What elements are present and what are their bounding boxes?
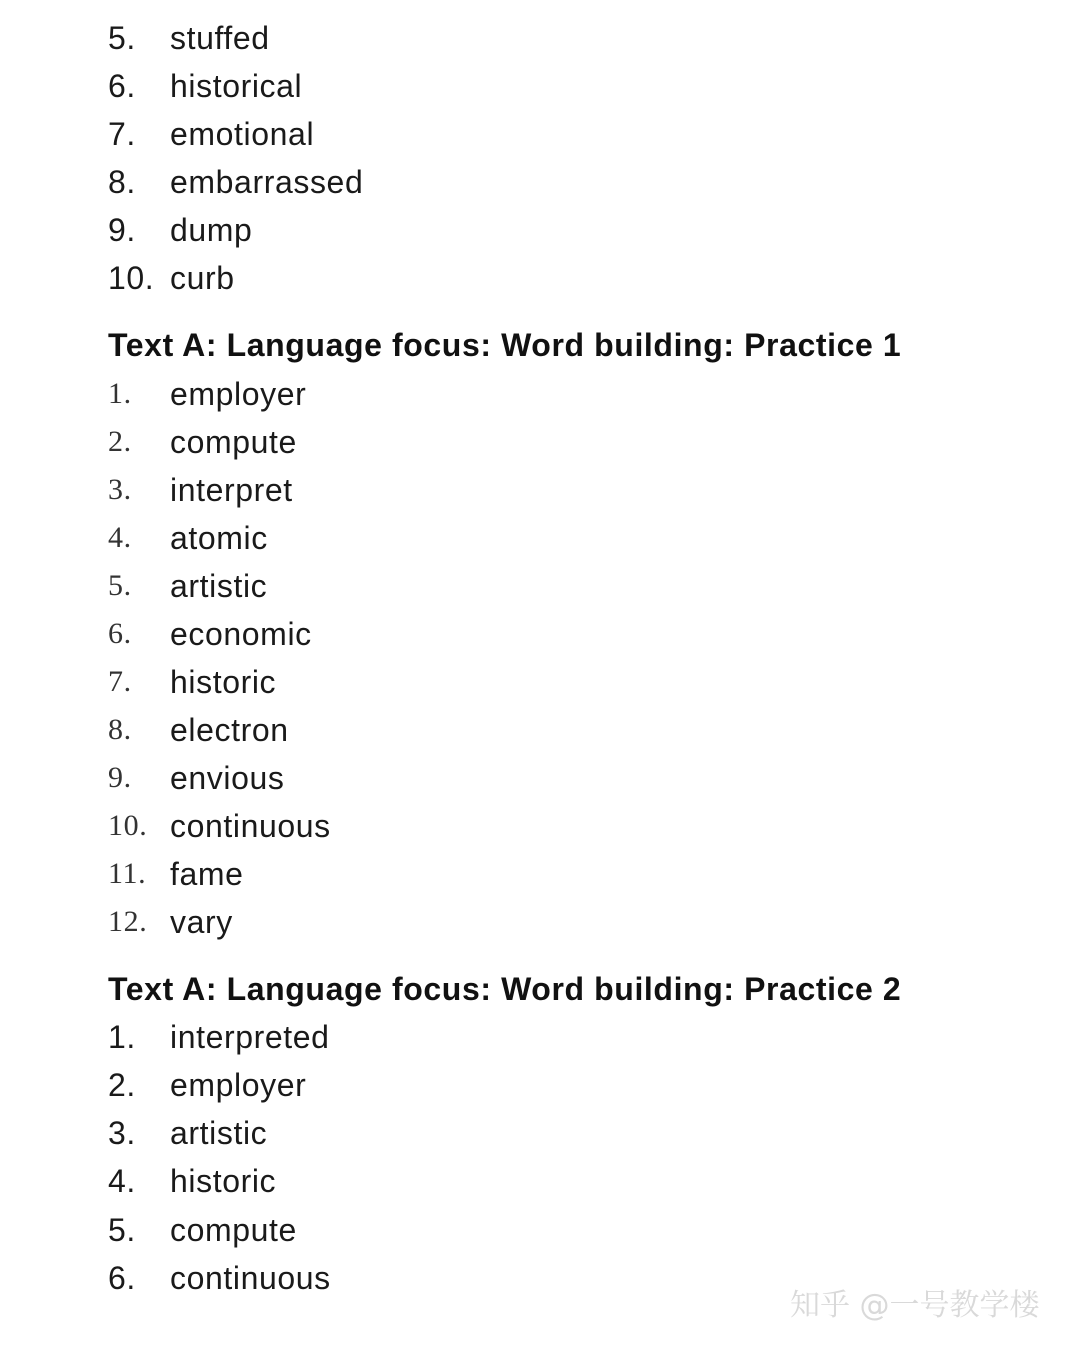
item-word: compute <box>170 424 297 460</box>
item-word: emotional <box>170 116 315 152</box>
item-number: 7. <box>108 116 136 152</box>
item-word: stuffed <box>170 20 270 56</box>
section-heading: Text A: Language focus: Word building: Practice 1 <box>108 327 902 363</box>
item-word: continuous <box>170 808 331 844</box>
item-word: atomic <box>170 520 268 556</box>
item-word: vary <box>170 904 233 940</box>
item-word: historic <box>170 664 277 700</box>
item-number: 6. <box>108 617 132 650</box>
item-number: 8. <box>108 164 136 200</box>
item-word: curb <box>170 260 235 296</box>
item-word: economic <box>170 616 312 652</box>
item-number: 11. <box>108 857 147 890</box>
watermark: 知乎 @一号教学楼 <box>790 1288 1040 1323</box>
item-number: 8. <box>108 713 132 746</box>
item-word: envious <box>170 760 285 796</box>
item-number: 4. <box>108 1163 136 1199</box>
item-word: compute <box>170 1212 297 1248</box>
item-word: interpret <box>170 472 293 508</box>
item-word: fame <box>170 856 244 892</box>
item-word: artistic <box>170 1115 268 1151</box>
item-number: 9. <box>108 761 132 794</box>
item-number: 2. <box>108 1067 136 1103</box>
item-number: 3. <box>108 473 132 506</box>
item-number: 5. <box>108 20 136 56</box>
item-number: 5. <box>108 1212 136 1248</box>
item-number: 2. <box>108 425 132 458</box>
item-word: historical <box>170 68 303 104</box>
item-number: 7. <box>108 665 132 698</box>
item-number: 6. <box>108 68 136 104</box>
item-word: employer <box>170 1067 307 1103</box>
item-number: 9. <box>108 212 136 248</box>
item-number: 10. <box>108 260 155 296</box>
item-word: electron <box>170 712 289 748</box>
item-word: employer <box>170 376 307 412</box>
item-number: 10. <box>108 809 148 842</box>
item-number: 3. <box>108 1115 136 1151</box>
item-word: interpreted <box>170 1019 330 1055</box>
item-word: continuous <box>170 1260 331 1296</box>
item-word: historic <box>170 1163 277 1199</box>
item-word: dump <box>170 212 253 248</box>
item-number: 1. <box>108 1019 136 1055</box>
item-number: 5. <box>108 569 132 602</box>
item-number: 1. <box>108 377 132 410</box>
item-word: artistic <box>170 568 268 604</box>
item-number: 6. <box>108 1260 136 1296</box>
item-number: 12. <box>108 905 148 938</box>
item-word: embarrassed <box>170 164 364 200</box>
item-number: 4. <box>108 521 132 554</box>
section-heading: Text A: Language focus: Word building: Practice 2 <box>108 971 902 1007</box>
